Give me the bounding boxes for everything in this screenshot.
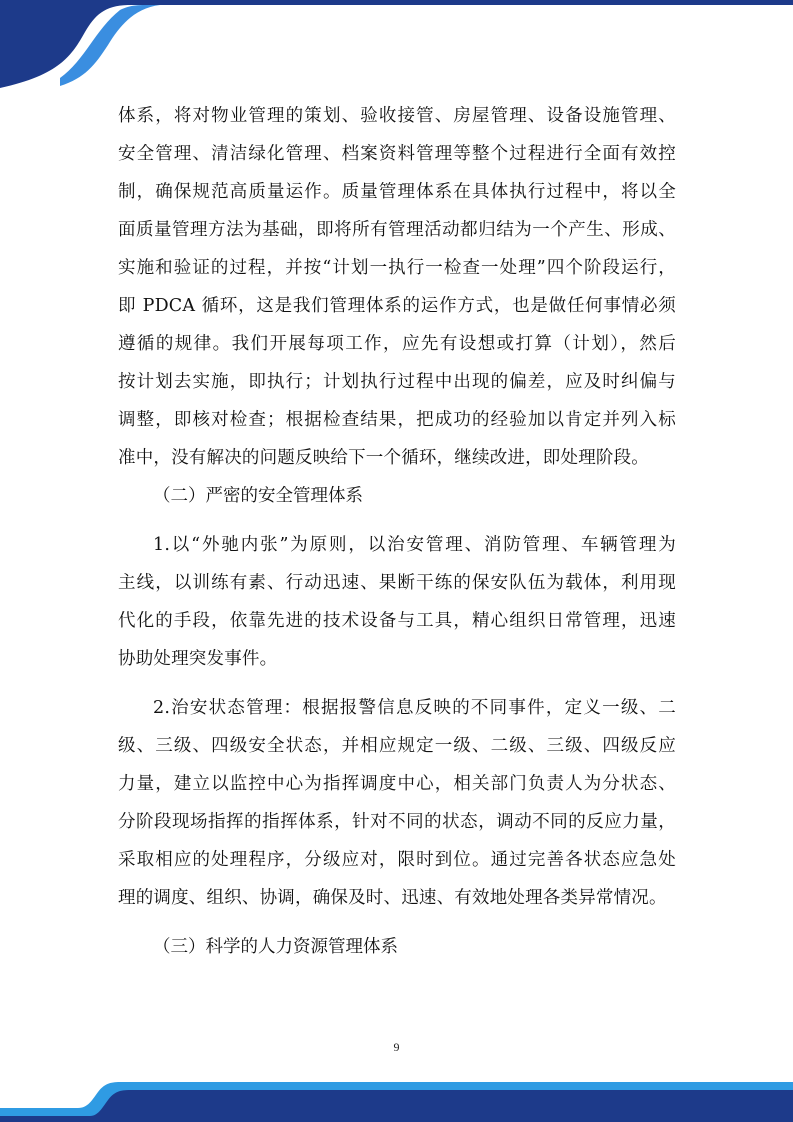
paragraph-security-status [118, 689, 676, 917]
text-line: 代化的手段，依靠先进的技术设备与工具，精心组织日常管理，迅速 [118, 611, 676, 631]
text-line: 面质量管理方法为基础，即将所有管理活动都归结为一个产生、形成、 [118, 220, 676, 240]
text-line: 体系，将对物业管理的策划、验收接管、房屋管理、设备设施管理、 [118, 106, 676, 126]
header-decoration [0, 0, 793, 90]
section-heading-security: （二）严密的安全管理体系 [153, 486, 363, 506]
text-line: 即 PDCA 循环，这是我们管理体系的运作方式，也是做任何事情必须 [118, 296, 676, 316]
paragraph-quality-system [118, 97, 676, 477]
text-line: 遵循的规律。我们开展每项工作，应先有设想或打算（计划），然后 [118, 334, 676, 354]
document-body [118, 97, 676, 966]
section-heading-hr: （三）科学的人力资源管理体系 [153, 937, 398, 957]
text-line: 分阶段现场指挥的指挥体系，针对不同的状态，调动不同的反应力量， [118, 812, 676, 832]
text-line: 安全管理、清洁绿化管理、档案资料管理等整个过程进行全面有效控 [118, 144, 676, 164]
paragraph-security-principle [118, 526, 676, 678]
text-line: 准中，没有解决的问题反映给下一个循环，继续改进，即处理阶段。 [118, 448, 649, 468]
text-line: 级、三级、四级安全状态，并相应规定一级、二级、三级、四级反应 [118, 736, 676, 756]
footer-decoration [0, 1078, 793, 1122]
text-line: 力量，建立以监控中心为指挥调度中心，相关部门负责人为分状态、 [118, 774, 676, 794]
text-line: 理的调度、组织、协调，确保及时、迅速、有效地处理各类异常情况。 [118, 888, 667, 908]
text-line: 协助处理突发事件。 [118, 649, 278, 669]
text-line: 调整，即核对检查；根据检查结果，把成功的经验加以肯定并列入标 [118, 410, 676, 430]
text-line: 制，确保规范高质量运作。质量管理体系在具体执行过程中，将以全 [118, 182, 676, 202]
page-number: 9 [393, 1040, 400, 1054]
text-line: 按计划去实施，即执行；计划执行过程中出现的偏差，应及时纠偏与 [118, 372, 676, 392]
text-line: 主线，以训练有素、行动迅速、果断干练的保安队伍为载体，利用现 [118, 573, 676, 593]
text-line: 采取相应的处理程序，分级应对，限时到位。通过完善各状态应急处 [118, 850, 676, 870]
text-line: 2.治安状态管理：根据报警信息反映的不同事件，定义一级、二 [153, 698, 676, 718]
text-line: 实施和验证的过程，并按“计划一执行一检查一处理”四个阶段运行， [118, 258, 676, 278]
text-line: 1.以“外驰内张”为原则，以治安管理、消防管理、车辆管理为 [153, 535, 676, 555]
